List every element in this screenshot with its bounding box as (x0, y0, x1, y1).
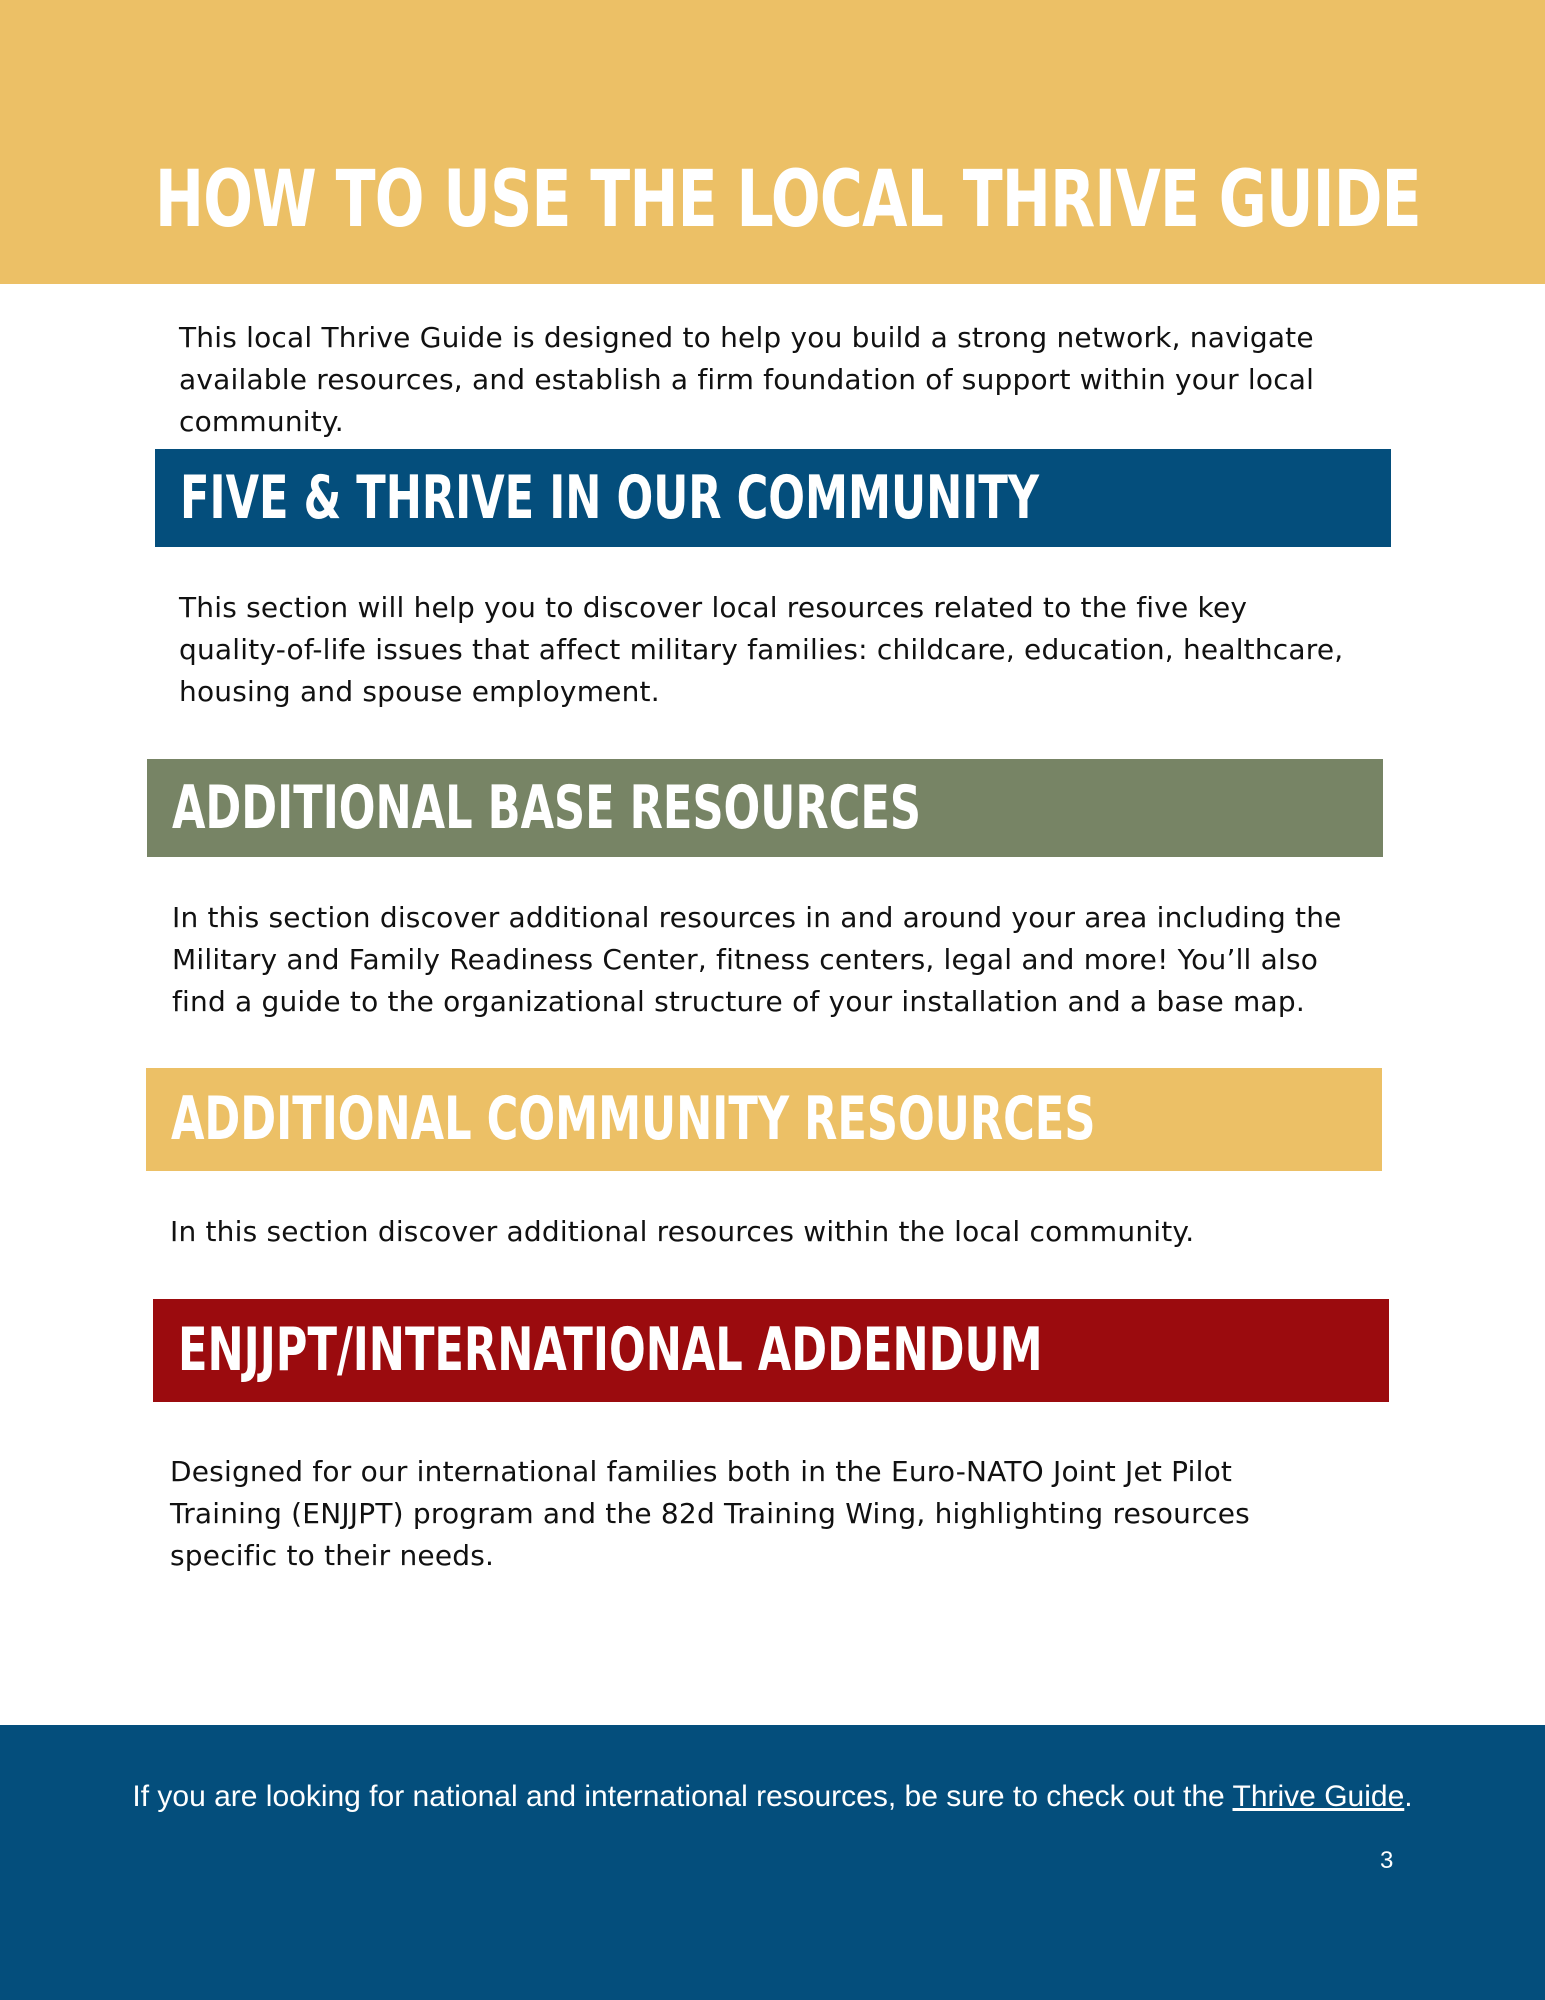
section-title-enjjpt: ENJJPT/INTERNATIONAL ADDENDUM (178, 1315, 1043, 1385)
footer-text-before-link: If you are looking for national and international resources, be sure to check out the (132, 1780, 1233, 1813)
section-text-five-and-thrive: This section will help you to discover local resources related to the five key quality-of-life issues that affect military families: childcare, education, healthcare, housing and spouse employment. (179, 591, 1344, 708)
section-title-five-and-thrive: FIVE & THRIVE IN OUR COMMUNITY (180, 463, 1040, 533)
section-band-five-and-thrive (155, 449, 1391, 547)
page-title: HOW TO USE THE LOCAL THRIVE GUIDE (155, 155, 1421, 245)
footer-text (0, 1775, 1545, 1819)
section-band-community-resources (146, 1068, 1382, 1171)
section-title-community-resources: ADDITIONAL COMMUNITY RESOURCES (171, 1084, 1096, 1154)
section-text-enjjpt: Designed for our international families both in the Euro-NATO Joint Jet Pilot Training (ENJJPT) program and the 82d Training Wing, highlighting resources specific to their needs. (170, 1455, 1250, 1572)
section-title-base-resources: ADDITIONAL BASE RESOURCES (172, 773, 921, 843)
intro-text: This local Thrive Guide is designed to help you build a strong network, navigate available resources, and establish a firm foundation of support within your local community. (179, 321, 1315, 438)
footer-text-after-link: . (1404, 1780, 1413, 1813)
section-text-community-resources: In this section discover additional resources within the local community. (170, 1215, 1195, 1248)
section-band-base-resources (147, 759, 1383, 857)
thrive-guide-link[interactable]: Thrive Guide (1232, 1780, 1405, 1813)
section-band-enjjpt (153, 1299, 1389, 1402)
section-text-base-resources: In this section discover additional resources in and around your area including the Military and Family Readiness Center, fitness centers, legal and more! You’ll also find a guide to the organizational structure of your installation and a base map. (172, 901, 1342, 1018)
page-number: 3 (1380, 1847, 1394, 1874)
footer-banner (0, 1725, 1545, 2000)
